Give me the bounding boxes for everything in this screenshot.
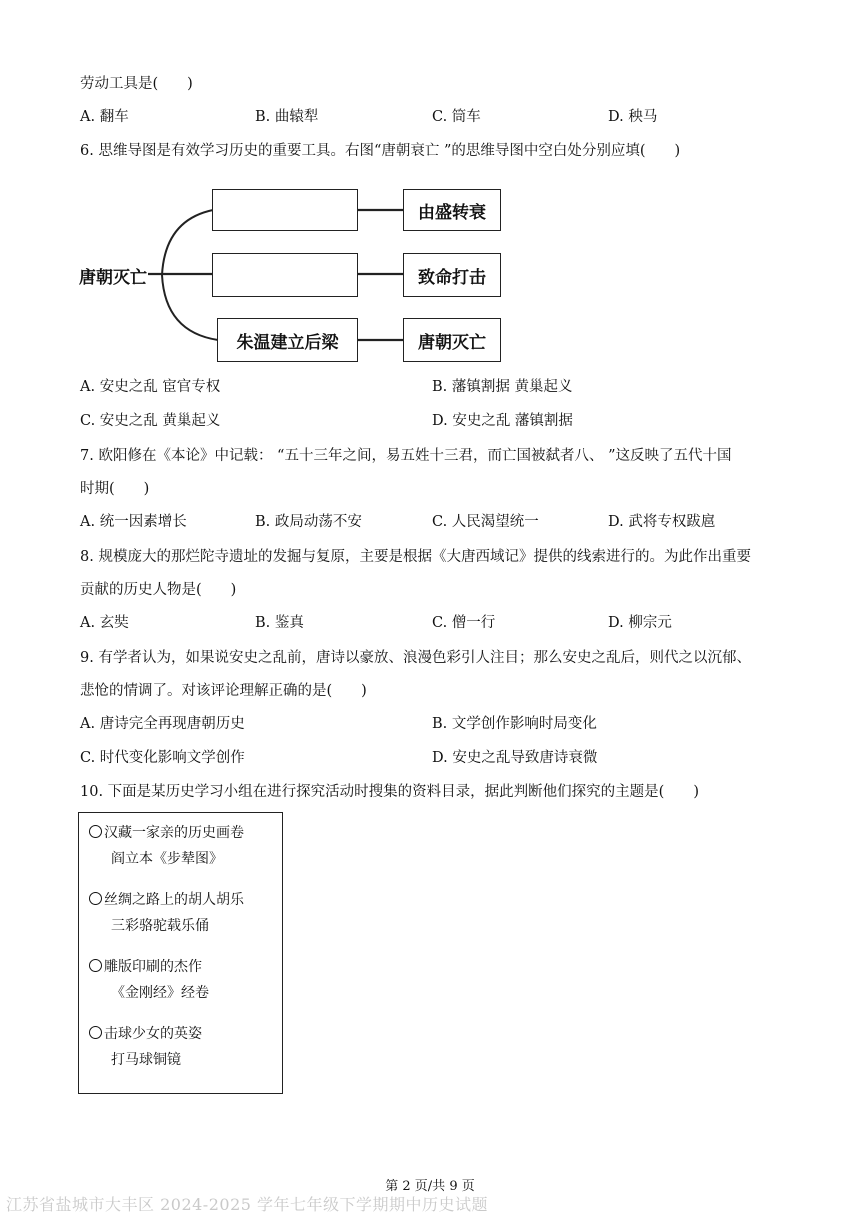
- resource-item: [89, 890, 244, 936]
- q7-option-b: B. 政局动荡不安: [255, 514, 362, 530]
- q7-stem-line1: 7. 欧阳修在《本论》中记载： “五十三年之间，易五姓十三君，而亡国被弑者八、 ”这反映了五代十国: [80, 448, 732, 464]
- mindmap-box-later-liang: 朱温建立后梁: [217, 318, 358, 362]
- q9-option-a: A. 唐诗完全再现唐朝历史: [80, 716, 245, 732]
- circle-bullet-icon: [89, 959, 102, 972]
- q8-stem-line2: 贡献的历史人物是( ): [80, 582, 237, 598]
- resource-artifact: 三彩骆驼载乐俑: [111, 918, 209, 934]
- q7-stem-line2: 时期( ): [80, 481, 150, 497]
- resource-list-box: [78, 812, 283, 1094]
- resource-artifact: 《金刚经》经卷: [111, 985, 209, 1001]
- mindmap-box-decline: 由盛转衰: [403, 189, 501, 231]
- q9-option-c: C. 时代变化影响文学创作: [80, 750, 245, 766]
- q6-stem: 6. 思维导图是有效学习历史的重要工具。右图“唐朝衰亡 ”的思维导图中空白处分别应填( ): [80, 143, 681, 159]
- circle-bullet-icon: [89, 892, 102, 905]
- q9-stem-line1: 9. 有学者认为，如果说安史之乱前，唐诗以豪放、浪漫色彩引人注目；那么安史之乱后，则代之以沉郁、: [80, 650, 751, 666]
- resource-item: [89, 1024, 202, 1070]
- q8-option-d: D. 柳宗元: [608, 615, 672, 631]
- mindmap-root: 唐朝灭亡: [79, 268, 147, 288]
- q7-option-d: D. 武将专权跋扈: [608, 514, 716, 530]
- q9-option-d: D. 安史之乱导致唐诗衰微: [432, 750, 598, 766]
- q8-stem-line1: 8. 规模庞大的那烂陀寺遗址的发掘与复原，主要是根据《大唐西域记》提供的线索进行的。为此作出重要: [80, 549, 751, 565]
- resource-title: 雕版印刷的杰作: [104, 959, 202, 975]
- mindmap-blank-2: [212, 253, 358, 297]
- resource-title: 汉藏一家亲的历史画卷: [104, 825, 244, 841]
- q5-option-b: B. 曲辕犁: [255, 109, 319, 125]
- resource-artifact: 阎立本《步辇图》: [111, 851, 223, 867]
- q6-option-c: C. 安史之乱 黄巢起义: [80, 413, 221, 429]
- mindmap-box-tang-fall: 唐朝灭亡: [403, 318, 501, 362]
- resource-artifact: 打马球铜镜: [111, 1052, 181, 1068]
- q8-option-a: A. 玄奘: [80, 615, 129, 631]
- q5-option-a: A. 翻车: [80, 109, 129, 125]
- page-number: 第 2 页/共 9 页: [385, 1179, 475, 1194]
- resource-item: [89, 957, 209, 1003]
- q8-option-b: B. 鉴真: [255, 615, 304, 631]
- watermark-title: 江苏省盐城市大丰区 2024-2025 学年七年级下学期期中历史试题: [6, 1195, 489, 1214]
- q10-stem: 10. 下面是某历史学习小组在进行探究活动时搜集的资料目录，据此判断他们探究的主题是( ): [80, 784, 699, 800]
- q5-stem-tail: 劳动工具是( ): [80, 76, 193, 92]
- resource-title: 丝绸之路上的胡人胡乐: [104, 892, 244, 908]
- q8-option-c: C. 僧一行: [432, 615, 496, 631]
- circle-bullet-icon: [89, 825, 102, 838]
- q5-option-c: C. 筒车: [432, 109, 481, 125]
- q6-option-d: D. 安史之乱 藩镇割据: [432, 413, 573, 429]
- q7-option-c: C. 人民渴望统一: [432, 514, 539, 530]
- q6-option-b: B. 藩镇割据 黄巢起义: [432, 379, 573, 395]
- resource-title: 击球少女的英姿: [104, 1026, 202, 1042]
- q9-option-b: B. 文学创作影响时局变化: [432, 716, 597, 732]
- q9-stem-line2: 悲怆的情调了。对该评论理解正确的是( ): [80, 683, 367, 699]
- q5-option-d: D. 秧马: [608, 109, 658, 125]
- mindmap-box-fatal-blow: 致命打击: [403, 253, 501, 297]
- q7-option-a: A. 统一因素增长: [80, 514, 187, 530]
- resource-item: [89, 823, 244, 869]
- circle-bullet-icon: [89, 1026, 102, 1039]
- q6-option-a: A. 安史之乱 宦官专权: [80, 379, 221, 395]
- mindmap-blank-1: [212, 189, 358, 231]
